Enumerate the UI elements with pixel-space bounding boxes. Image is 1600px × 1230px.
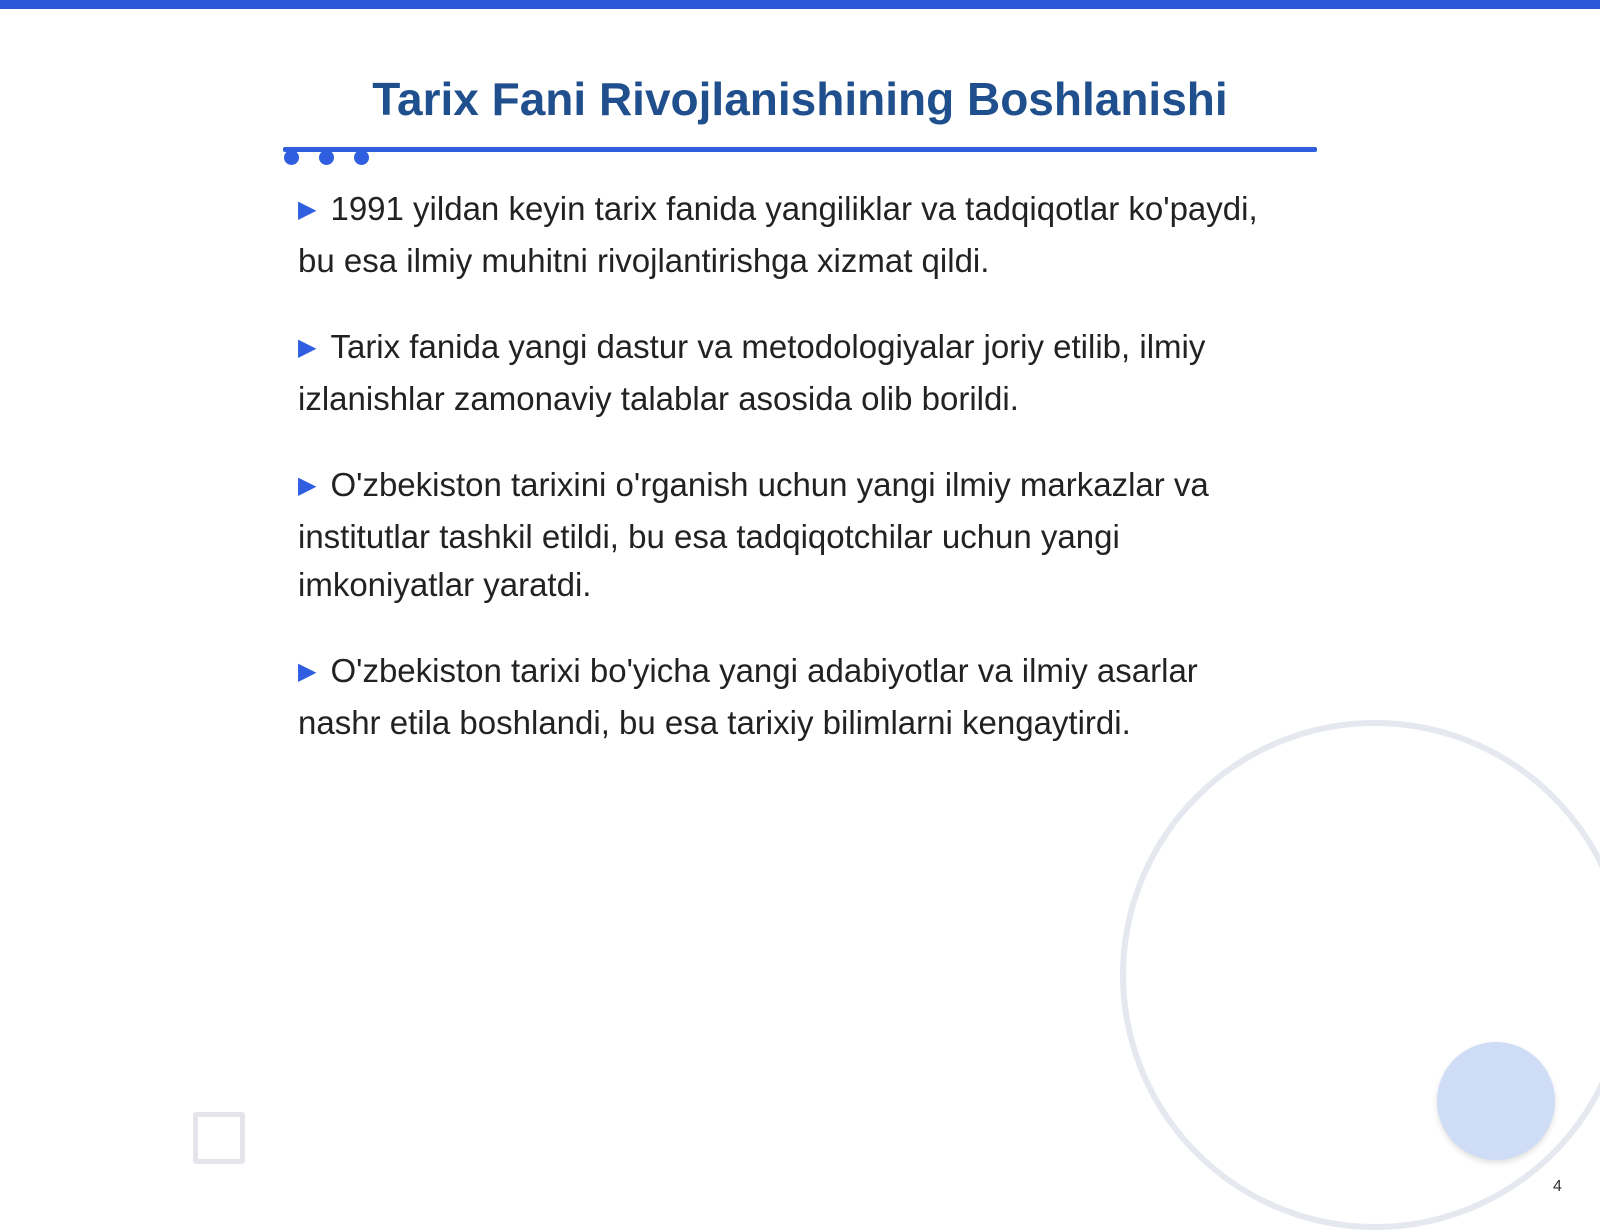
bullet-item xyxy=(298,461,1288,609)
bullet-item xyxy=(298,647,1288,747)
page-number: 4 xyxy=(1553,1178,1562,1195)
slide-title: Tarix Fani Rivojlanishining Boshlanishi xyxy=(372,73,1228,125)
decor-square xyxy=(193,1112,245,1164)
decor-dot xyxy=(284,150,299,165)
bullet-text: O'zbekiston tarixi bo'yicha yangi adabiyotlar va ilmiy asarlar nashr etila boshlandi, bu esa tarixiy bilimlarni kengaytirdi. xyxy=(298,652,1198,741)
bullet-item xyxy=(298,323,1288,423)
decor-ring xyxy=(1120,720,1600,1230)
bullet-text: O'zbekiston tarixini o'rganish uchun yangi ilmiy markazlar va institutlar tashkil etildi, bu esa tadqiqotchilar uchun yangi imkoniyatlar yaratdi. xyxy=(298,466,1209,603)
bullet-arrow-icon: ▶ xyxy=(298,658,317,685)
bullet-text: 1991 yildan keyin tarix fanida yangiliklar va tadqiqotlar ko'paydi, bu esa ilmiy muhitni rivojlantirishga xizmat qildi. xyxy=(298,190,1258,279)
decor-dot xyxy=(354,150,369,165)
bullet-text: Tarix fanida yangi dastur va metodologiyalar joriy etilib, ilmiy izlanishlar zamonaviy talablar asosida olib borildi. xyxy=(298,328,1206,417)
bullet-list xyxy=(298,185,1288,785)
bullet-arrow-icon: ▶ xyxy=(298,196,317,223)
decor-circle xyxy=(1437,1042,1555,1160)
title-underline xyxy=(283,147,1317,152)
bullet-arrow-icon: ▶ xyxy=(298,472,317,499)
top-accent-bar xyxy=(0,0,1600,9)
bullet-arrow-icon: ▶ xyxy=(298,334,317,361)
decor-dot xyxy=(319,150,334,165)
bullet-item xyxy=(298,185,1288,285)
